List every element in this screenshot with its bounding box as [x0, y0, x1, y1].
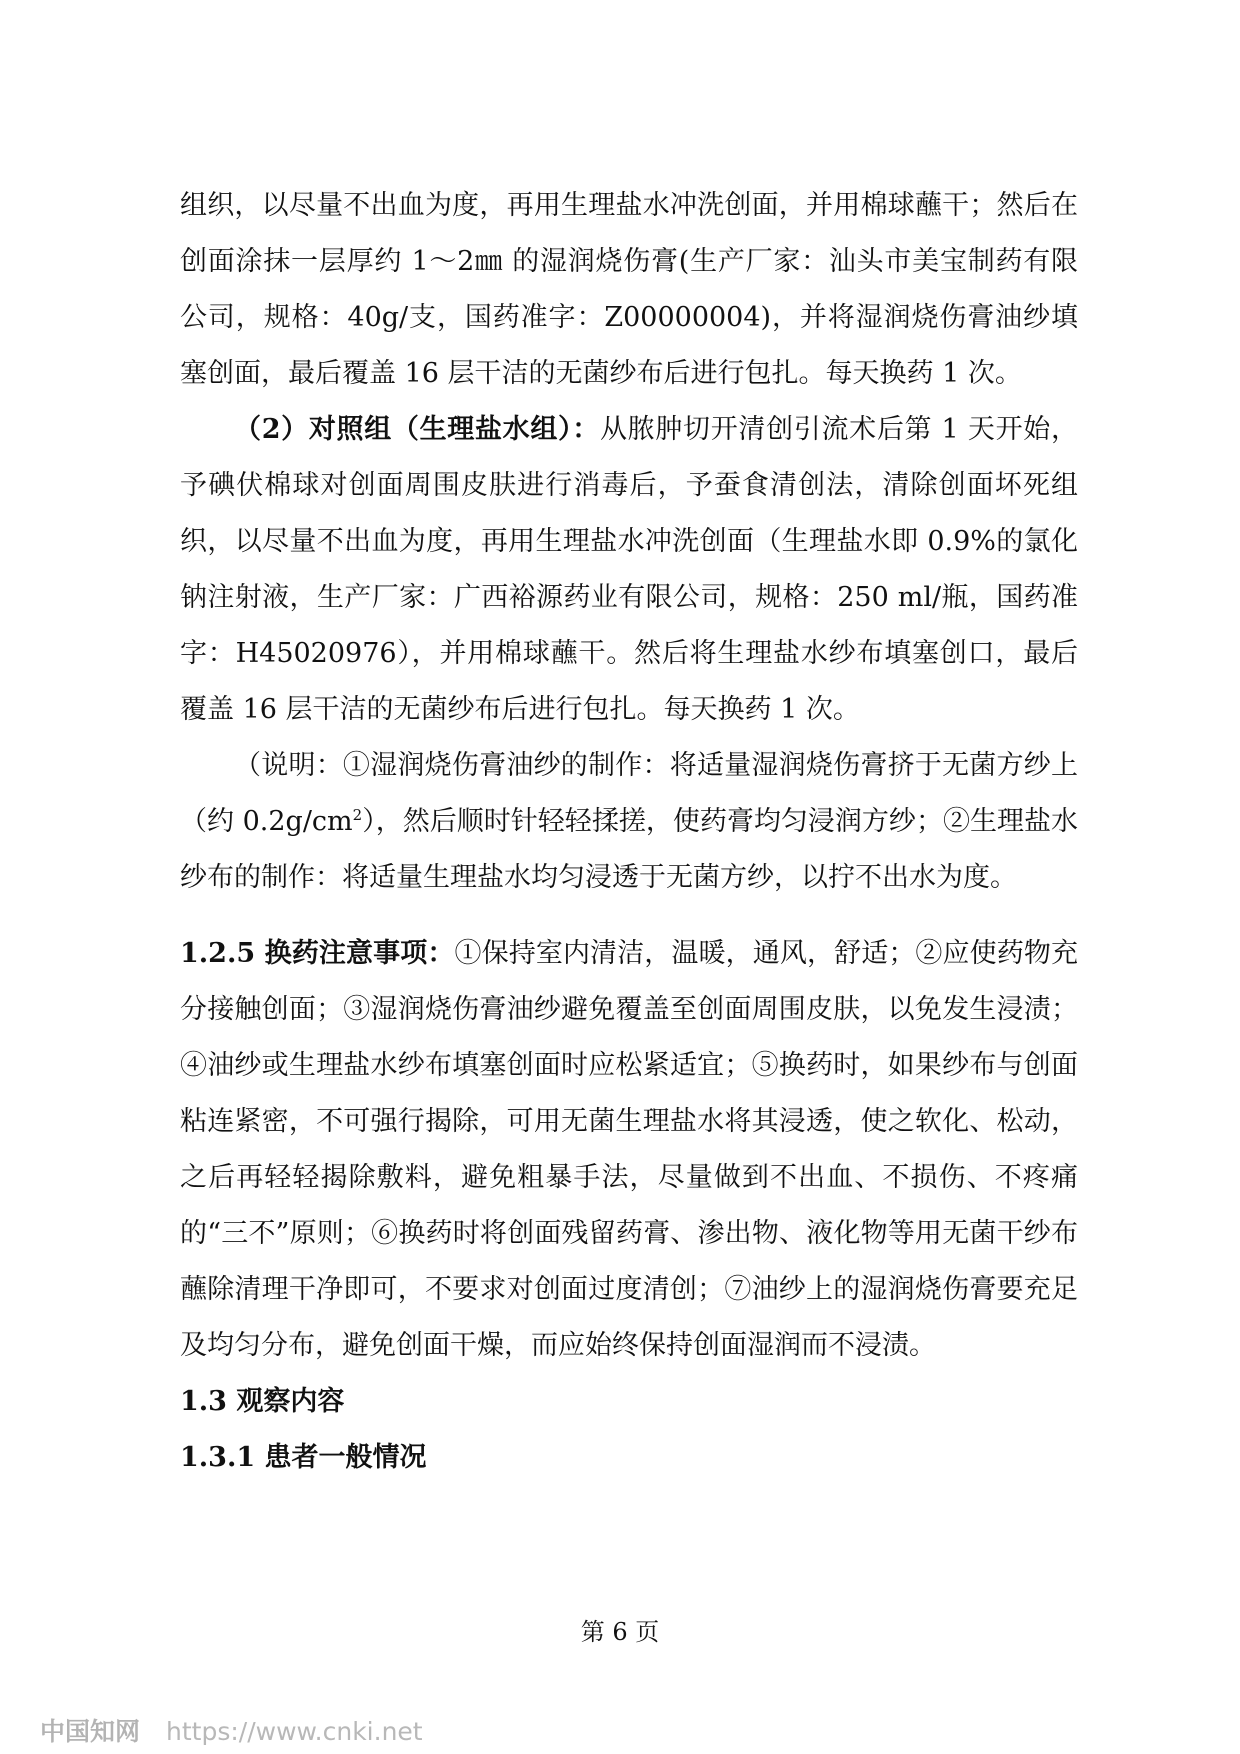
cnki-url: https://www.cnki.net: [166, 1717, 423, 1746]
precautions-heading: 1.2.5 换药注意事项：: [180, 938, 455, 969]
note-text-end: ），然后顺时针轻轻揉搓，使药膏均匀浸润方纱；②生理盐水纱布的制作：将适量生理盐水均匀浸透于无菌方纱，以拧不出水为度。: [180, 806, 1078, 893]
cnki-logo: 中国知网: [40, 1717, 141, 1746]
paragraph-continuation: 组织，以尽量不出血为度，再用生理盐水冲洗创面，并用棉球蘸干；然后在创面涂抹一层厚约 1～2㎜ 的湿润烧伤膏(生产厂家：汕头市美宝制药有限公司，规格：40g/支，国药准字：Z00000004)，并将湿润烧伤膏油纱填塞创面，最后覆盖 16 层干洁的无菌纱布后进行包扎。每天换药 1 次。: [180, 190, 1078, 389]
control-group-text: 从脓肿切开清创引流术后第 1 天开始，予碘伏棉球对创面周围皮肤进行消毒后，予蚕食清创法，清除创面坏死组织，以尽量不出血为度，再用生理盐水冲洗创面（生理盐水即 0.9%的氯化钠注射液，生产厂家：广西裕源药业有限公司，规格：250 ml/瓶，国药准字：H45020976），并用棉球蘸干。然后将生理盐水纱布填塞创口，最后覆盖 16 层干洁的无菌纱布后进行包扎。每天换药 1 次。: [180, 414, 1078, 725]
superscript: 2: [352, 806, 363, 824]
section-heading-1-3-1: 1.3.1 患者一般情况: [180, 1442, 427, 1473]
cnki-watermark: [40, 1712, 423, 1748]
section-heading-1-3: 1.3 观察内容: [180, 1386, 345, 1417]
paragraph-precautions: [180, 926, 1078, 1374]
precautions-text: ①保持室内清洁，温暖，通风，舒适；②应使药物充分接触创面；③湿润烧伤膏油纱避免覆盖至创面周围皮肤，以免发生浸渍；④油纱或生理盐水纱布填塞创面时应松紧适宜；⑤换药时，如果纱布与创面粘连紧密，不可强行揭除，可用无菌生理盐水将其浸透，使之软化、松动，之后再轻轻揭除敷料，避免粗暴手法，尽量做到不出血、不损伤、不疼痛的“三不”原则；⑥换药时将创面残留药膏、渗出物、液化物等用无菌干纱布蘸除清理干净即可，不要求对创面过度清创；⑦油纱上的湿润烧伤膏要充足及均匀分布，避免创面干燥，而应始终保持创面湿润而不浸渍。: [180, 938, 1079, 1361]
paragraph-note: [180, 738, 1078, 906]
paragraph-control-group: [180, 402, 1078, 738]
note-text-start: （说明：①湿润烧伤膏油纱的制作：将适量湿润烧伤膏挤于无菌方纱上（约 0.2g/cm: [180, 750, 1078, 837]
control-group-label: （2）对照组（生理盐水组）：: [234, 414, 600, 445]
body-text: [180, 178, 1078, 1486]
page-number: 第 6 页: [580, 1618, 660, 1646]
